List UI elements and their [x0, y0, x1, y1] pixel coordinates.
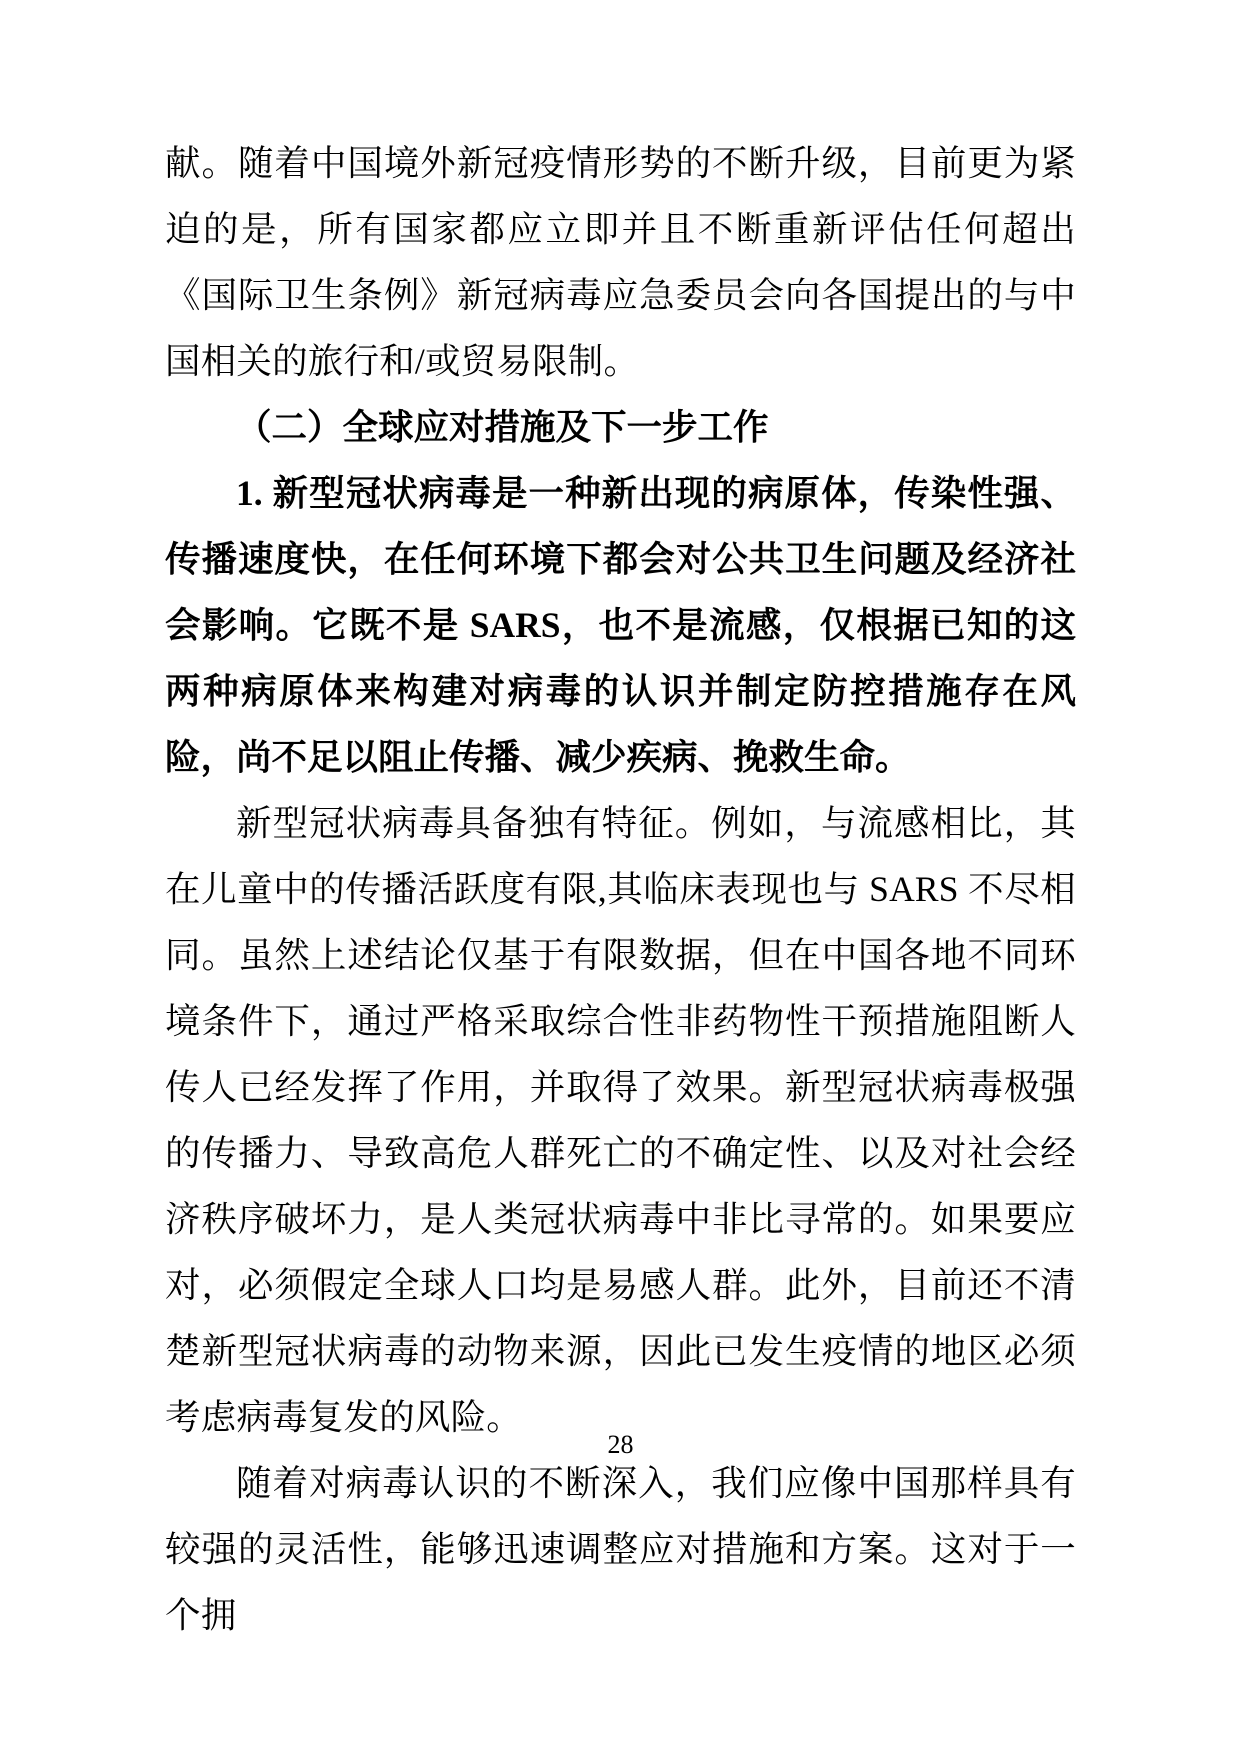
paragraph-bold-point-1: 1. 新型冠状病毒是一种新出现的病原体，传染性强、传播速度快，在任何环境下都会对公共卫生问题及经济社会影响。它既不是 SARS，也不是流感，仅根据已知的这两种病原体来构建对病毒的认识并制定防控措施存在风险，尚不足以阻止传播、减少疾病、挽救生命。: [165, 473, 1076, 777]
paragraph-continued: 献。随着中国境外新冠疫情形势的不断升级，目前更为紧迫的是，所有国家都应立即并且不断重新评估任何超出《国际卫生条例》新冠病毒应急委员会向各国提出的与中国相关的旅行和/或贸易限制。: [165, 143, 1076, 381]
page-number: 28: [607, 1430, 634, 1459]
paragraph-virus-features: 新型冠状病毒具备独有特征。例如，与流感相比，其在儿童中的传播活跃度有限,其临床表现也与 SARS 不尽相同。虽然上述结论仅基于有限数据，但在中国各地不同环境条件下，通过严格采取综合性非药物性干预措施阻断人传人已经发挥了作用，并取得了效果。新型冠状病毒极强的传播力、导致高危人群死亡的不确定性、以及对社会经济秩序破坏力，是人类冠状病毒中非比寻常的。如果要应对，必须假定全球人口均是易感人群。此外，目前还不清楚新型冠状病毒的动物来源，因此已发生疫情的地区必须考虑病毒复发的风险。: [165, 803, 1076, 1437]
section-heading: （二）全球应对措施及下一步工作: [236, 407, 769, 447]
paragraph-flexibility: 随着对病毒认识的不断深入，我们应像中国那样具有较强的灵活性，能够迅速调整应对措施和方案。这对于一个拥: [165, 1463, 1076, 1635]
